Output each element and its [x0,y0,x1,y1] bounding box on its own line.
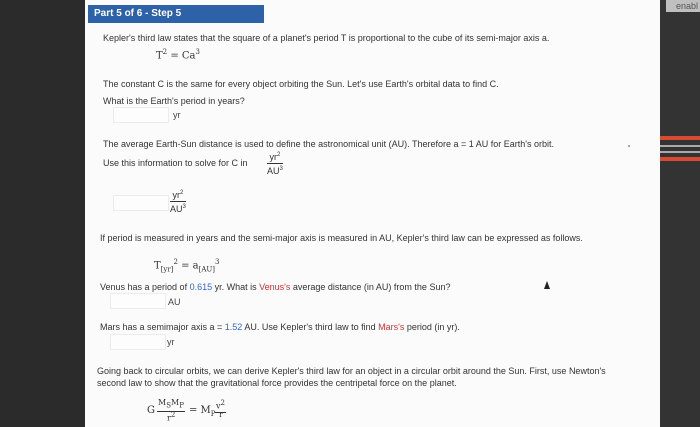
solve-text: Use this information to solve for C in [103,158,248,168]
venus-unit: AU [168,297,181,307]
intro-text: Kepler's third law states that the square of a planet's period T is proportional to the cube of its semi-major axis a. [103,33,550,43]
earth-period-input[interactable] [113,107,169,123]
corner-label: enabl [666,0,700,12]
constant-text: The constant C is the same for every object orbiting the Sun. Let's use Earth's orbital data to find C. [103,79,499,89]
sidebar-accent-bar [660,157,700,161]
q1-text: What is the Earth's period in years? [103,96,245,106]
step-header: Part 5 of 6 - Step 5 [88,5,264,23]
dot [628,145,630,147]
mars-text: Mars has a semimajor axis a = 1.52 AU. Use Kepler's third law to find Mars's period (in yr). [100,322,460,332]
period-text: If period is measured in years and the semi-major axis is measured in AU, Kepler's third law can be expressed as follows. [100,233,583,243]
venus-text: Venus has a period of 0.615 yr. What is Venus's average distance (in AU) from the Sun? [100,282,451,292]
mouse-cursor-icon [544,281,550,289]
au-text: The average Earth-Sun distance is used to define the astronomical unit (AU). Therefore a = 1 AU for Earth's orbit. [103,139,555,149]
mars-unit: yr [167,337,175,347]
solve-unit-fraction: $\frac{yr^2}{AU^3}$ [267,152,283,176]
left-background [0,0,85,427]
intro-equation: $T^2 = Ca^3$ [156,48,200,62]
q2-unit-fraction: $\frac{yr^2}{AU^3}$ [170,190,186,214]
right-sidebar [660,0,700,427]
mars-period-input[interactable] [110,334,166,350]
circular-text: Going back to circular orbits, we can derive Kepler's third law for an object in a circular orbit around the Sun. First, use Newton's second law to show that the gravitational force provides the centripetal force on the planet. [97,366,606,388]
venus-distance-input[interactable] [110,293,166,309]
kepler-equation: $T_{[yr]}^2 = a_{[AU]}^3$ [154,258,220,274]
sidebar-line [660,151,700,153]
sidebar-accent-bar [660,136,700,140]
sidebar-line [660,145,700,147]
q1-unit: yr [173,110,181,120]
constant-c-input[interactable] [113,195,169,211]
